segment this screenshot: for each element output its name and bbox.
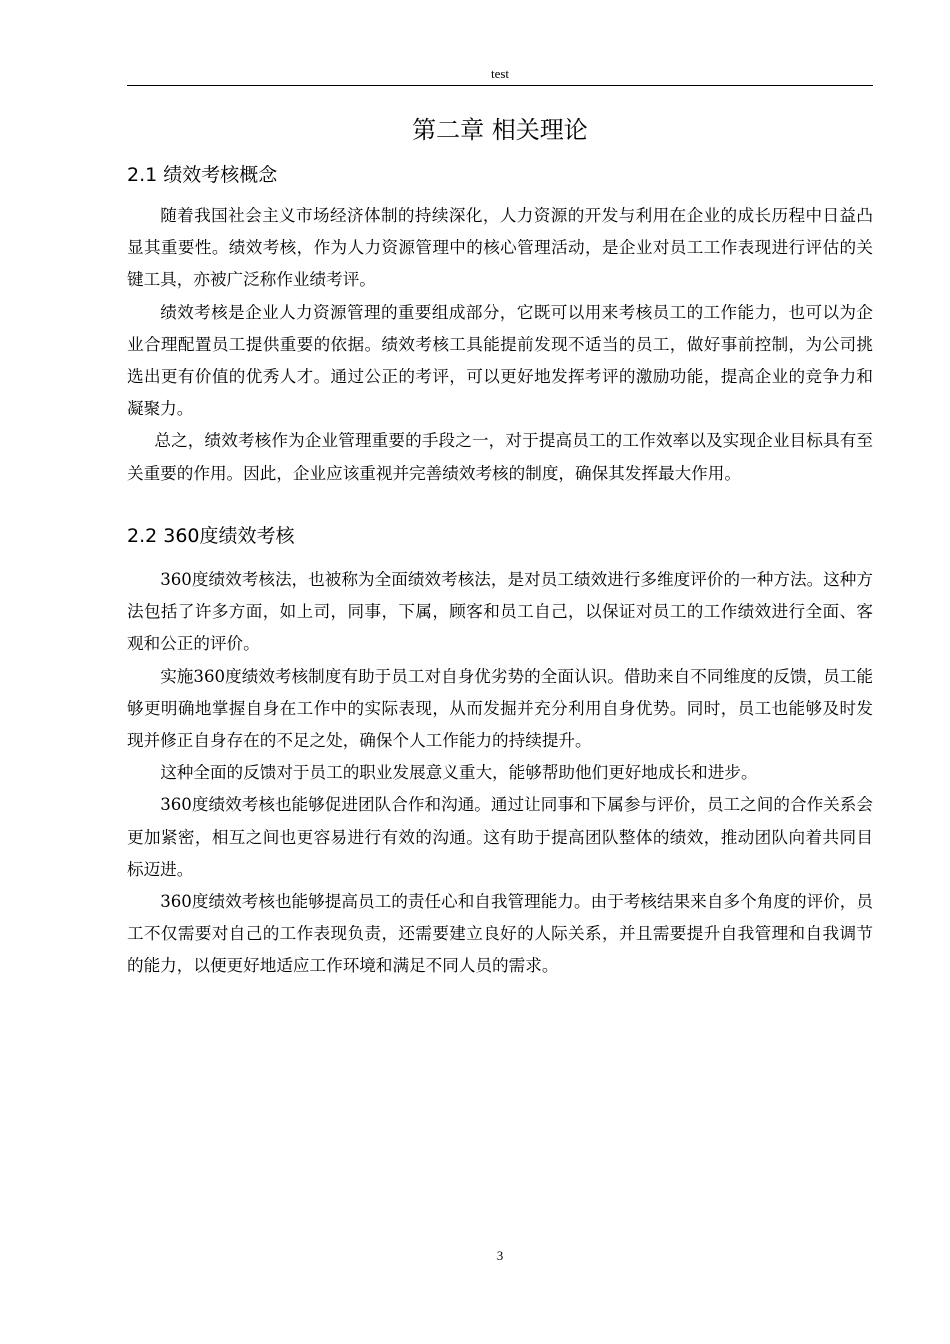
- running-header: test: [490, 66, 510, 81]
- paragraph: 总之，绩效考核作为企业管理重要的手段之一，对于提高员工的工作效率以及实现企业目标具有至关重要的作用。因此，企业应该重视并完善绩效考核的制度，确保其发挥最大作用。: [127, 431, 873, 483]
- chapter-title: 第二章 相关理论: [412, 116, 588, 144]
- section-heading-2-2: 2.2 360度绩效考核: [127, 525, 295, 547]
- paragraph: 这种全面的反馈对于员工的职业发展意义重大，能够帮助他们更好地成长和进步。: [160, 763, 758, 783]
- section-2-2-body: [127, 564, 873, 983]
- paragraph: 360度绩效考核也能够促进团队合作和沟通。通过让同事和下属参与评价，员工之间的合作关系会更加紧密，相互之间也更容易进行有效的沟通。这有助于提高团队整体的绩效，推动团队向着共同目标迈进。: [127, 795, 873, 879]
- section-2-1-body: [127, 200, 873, 490]
- paragraph: 随着我国社会主义市场经济体制的持续深化，人力资源的开发与利用在企业的成长历程中日益凸显其重要性。绩效考核，作为人力资源管理中的核心管理活动，是企业对员工工作表现进行评估的关键工具，亦被广泛称作业绩考评。: [127, 206, 873, 290]
- paragraph: 绩效考核是企业人力资源管理的重要组成部分，它既可以用来考核员工的工作能力，也可以为企业合理配置员工提供重要的依据。绩效考核工具能提前发现不适当的员工，做好事前控制，为公司挑选出更有价值的优秀人才。通过公正的考评，可以更好地发挥考评的激励功能，提高企业的竞争力和凝聚力。: [127, 302, 873, 419]
- page-number: 3: [496, 1248, 504, 1263]
- paragraph: 360度绩效考核也能够提高员工的责任心和自我管理能力。由于考核结果来自多个角度的评价，员工不仅需要对自己的工作表现负责，还需要建立良好的人际关系，并且需要提升自我管理和自我调节的能力，以便更好地适应工作环境和满足不同人员的需求。: [127, 892, 873, 976]
- section-heading-2-1: 2.1 绩效考核概念: [127, 164, 278, 186]
- paragraph: 360度绩效考核法，也被称为全面绩效考核法，是对员工绩效进行多维度评价的一种方法。这种方法包括了许多方面，如上司，同事，下属，顾客和员工自己，以保证对员工的工作绩效进行全面、客观和公正的评价。: [127, 570, 873, 654]
- header-rule: [127, 85, 873, 86]
- paragraph: 实施360度绩效考核制度有助于员工对自身优劣势的全面认识。借助来自不同维度的反馈，员工能够更明确地掌握自身在工作中的实际表现，从而发掘并充分利用自身优势。同时，员工也能够及时发现并修正自身存在的不足之处，确保个人工作能力的持续提升。: [127, 666, 873, 751]
